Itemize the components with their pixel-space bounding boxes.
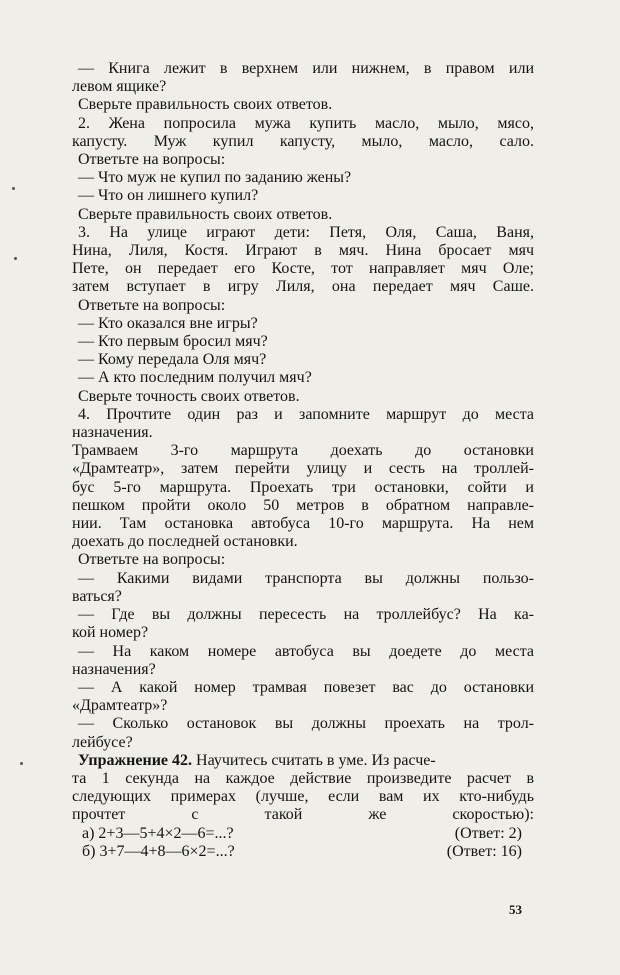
text-line: кой номер? — [72, 624, 149, 642]
text-line: — Что он лишнего купил? — [78, 187, 259, 205]
text-line: Сверьте правильность своих ответов. — [78, 205, 333, 223]
text-line: — Сколько остановок вы должны проехать на трол- — [78, 715, 534, 733]
text-line: пешком пройти около 50 метров в обратном направле- — [72, 496, 534, 514]
text-line: — На каком номере автобуса вы доедете до места — [78, 642, 534, 660]
text-line: — Кто оказался вне игры? — [78, 314, 258, 332]
text-line: бус 5-го маршрута. Проехать три остановки, сойти и — [72, 478, 534, 496]
text-line: Ответьте на вопросы: — [78, 296, 226, 314]
text-line: нии. Там остановка автобуса 10-го маршрута. На нем — [72, 515, 534, 533]
example-row — [72, 843, 534, 861]
text-line: Сверьте точность своих ответов. — [78, 387, 300, 405]
text-line: левом ящике? — [72, 78, 167, 96]
example-answer: (Ответ: 16) — [446, 842, 522, 860]
text-line: 2. Жена попросила мужа купить масло, мыло, мясо, — [78, 114, 534, 132]
text-line: — А кто последним получил мяч? — [78, 369, 312, 387]
exercise-heading: Упражнение 42. — [78, 751, 193, 769]
text-line: назначения. — [72, 424, 153, 442]
exercise-line — [72, 752, 534, 770]
example-expression: б) 3+7—4+8—6×2=...? — [82, 842, 235, 860]
text-line: Нина, Лиля, Костя. Играют в мяч. Нина бросает мяч — [72, 242, 534, 260]
print-speck — [20, 762, 23, 765]
text-line: доехать до последней остановки. — [72, 533, 298, 551]
text-line: — А какой номер трамвая повезет вас до остановки — [78, 678, 534, 696]
text-line: — Кто первым бросил мяч? — [78, 333, 268, 351]
text-line: следующих примерах (лучше, если вам их кто-нибудь — [72, 788, 534, 806]
text-line: лейбусе? — [72, 733, 133, 751]
example-expression: а) 2+3—5+4×2—6=...? — [82, 824, 234, 842]
text-line: прочтет с такой же скоростью): — [72, 806, 534, 824]
text-line: капусту. Муж купил капусту, мыло, масло, сало. — [72, 132, 534, 150]
exercise-intro: Научитесь считать в уме. Из расче- — [192, 751, 436, 769]
print-speck — [12, 187, 15, 190]
text-line: — Какими видами транспорта вы должны пользо- — [78, 569, 534, 587]
example-row — [72, 825, 534, 843]
text-line: «Драмтеатр», затем перейти улицу и сесть на троллей- — [72, 460, 534, 478]
text-line: Сверьте правильность своих ответов. — [78, 96, 333, 114]
text-line: 3. На улице играют дети: Петя, Оля, Саша, Ваня, — [78, 223, 534, 241]
text-line: затем вступает в игру Лиля, она передает мяч Саше. — [72, 278, 534, 296]
text-line: Пете, он передает его Косте, тот направляет мяч Оле; — [72, 260, 534, 278]
text-line: — Где вы должны пересесть на троллейбус? На ка- — [78, 606, 534, 624]
page-number: 53 — [509, 902, 522, 917]
text-line: ваться? — [72, 587, 122, 605]
text-line: Трамваем 3-го маршрута доехать до остановки — [72, 442, 534, 460]
text-line: 4. Прочтите один раз и запомните маршрут до места — [78, 405, 534, 423]
text-line: Ответьте на вопросы: — [78, 151, 226, 169]
text-line: Ответьте на вопросы: — [78, 551, 226, 569]
text-line: та 1 секунда на каждое действие произведите расчет в — [72, 769, 534, 787]
page-text — [72, 60, 534, 861]
text-line: — Кому передала Оля мяч? — [78, 351, 267, 369]
example-answer: (Ответ: 2) — [454, 824, 522, 842]
text-line: назначения? — [72, 660, 156, 678]
text-line: — Книга лежит в верхнем или нижнем, в правом или — [78, 60, 534, 77]
text-line: — Что муж не купил по заданию жены? — [78, 169, 352, 187]
text-line: «Драмтеатр»? — [72, 697, 168, 715]
print-speck — [14, 257, 17, 260]
